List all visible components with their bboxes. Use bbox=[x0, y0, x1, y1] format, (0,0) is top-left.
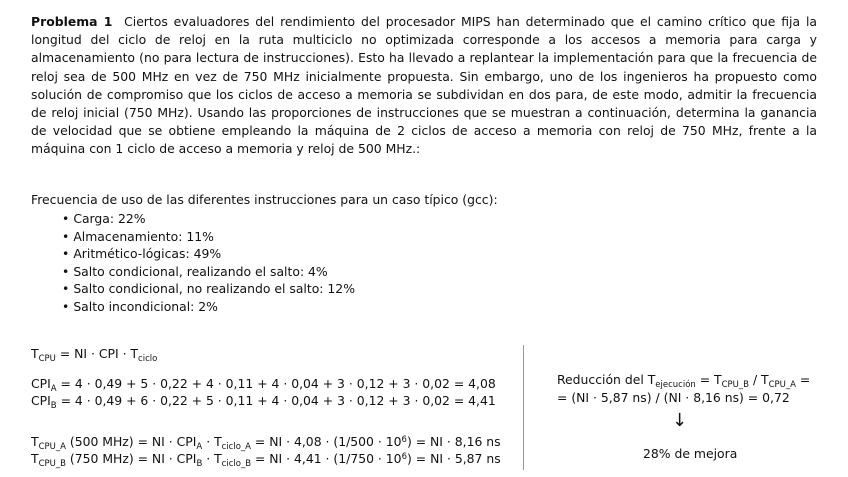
list-item: • Salto condicional, no realizando el salto: 12% bbox=[62, 280, 355, 298]
list-item: • Salto incondicional: 2% bbox=[62, 298, 355, 316]
list-item: • Salto condicional, realizando el salto: 4% bbox=[62, 263, 355, 281]
cpia-formula: $CPI_A = 4 \cdot 0,49 + 5 \cdot 0,22 + 4 \cdot 0,11 + 4 \cdot 0,04 + 3 \cdot 0,12 + 3 \cdot 0,02 = 4,08$ bbox=[31, 376, 496, 394]
arrow-down-icon: ↓ bbox=[672, 410, 688, 431]
list-item: • Carga: 22% bbox=[62, 210, 355, 228]
frequency-title: Frecuencia de uso de las diferentes instrucciones para un caso típico (gcc): bbox=[31, 192, 498, 207]
tcpu-formula: $T_{CPU}$ = NI · CPI · $T_{ciclo}$ bbox=[31, 346, 158, 364]
frequency-list bbox=[62, 210, 355, 316]
cpib-formula: $CPI_B = 4 \cdot 0,49 + 6 \cdot 0,22 + 5 \cdot 0,11 + 4 \cdot 0,04 + 3 \cdot 0,12 + 3 \cdot 0,02 = 4,41$ bbox=[31, 393, 496, 411]
vertical-divider bbox=[523, 345, 524, 470]
list-item: • Almacenamiento: 11% bbox=[62, 228, 355, 246]
problem-label: Problema 1 bbox=[31, 14, 113, 29]
tcpu-b-formula: $T_{CPU\_B}$ (750 MHz) = NI · $CPI_B \cdot T_{ciclo\_B}$ = NI · $4,41 \cdot (1/750 \cdot 10^6)$ = NI · 5,87 ns bbox=[31, 451, 501, 469]
problem-text: Ciertos evaluadores del rendimiento del procesador MIPS han determinado que el camino crítico que fija la longitud del ciclo de reloj en la ruta multiciclo no optimizada corresponde a los accesos a memoria para carga y almacenamiento (no para lectura de instrucciones). Esto ha llevado a replantear la implementación para que la frecuencia de reloj sea de 500 MHz en vez de 750 MHz inicialmente propuesta. Sin embargo, uno de los ingenieros ha propuesto como solución de compromiso que los ciclos de acceso a memoria se subdividan en dos para, de este modo, admitir la frecuencia de reloj inicial (750 MHz). Usando las proporciones de instrucciones que se muestran a continuación, determina la ganancia de velocidad que se obtiene empleando la máquina de 2 ciclos de acceso a memoria con reloj de 750 MHz, frente a la máquina con 1 ciclo de acceso a memoria y reloj de 500 MHz.: bbox=[31, 14, 817, 157]
reduction-formula: Reducción del $T_{ejecución} = T_{CPU\_B} / T_{CPU\_A}$ = bbox=[557, 372, 811, 390]
improvement-result: 28% de mejora bbox=[643, 446, 738, 461]
reduction-value: = (NI · 5,87 ns) / (NI · 8,16 ns) = 0,72 bbox=[557, 390, 790, 405]
problem-statement bbox=[31, 13, 817, 159]
list-item: • Aritmético-lógicas: 49% bbox=[62, 245, 355, 263]
tcpu-a-formula: $T_{CPU\_A}$ (500 MHz) = NI · $CPI_A \cdot T_{ciclo\_A}$ = NI · $4,08 \cdot (1/500 \cdot 10^6)$ = NI · 8,16 ns bbox=[31, 434, 501, 452]
